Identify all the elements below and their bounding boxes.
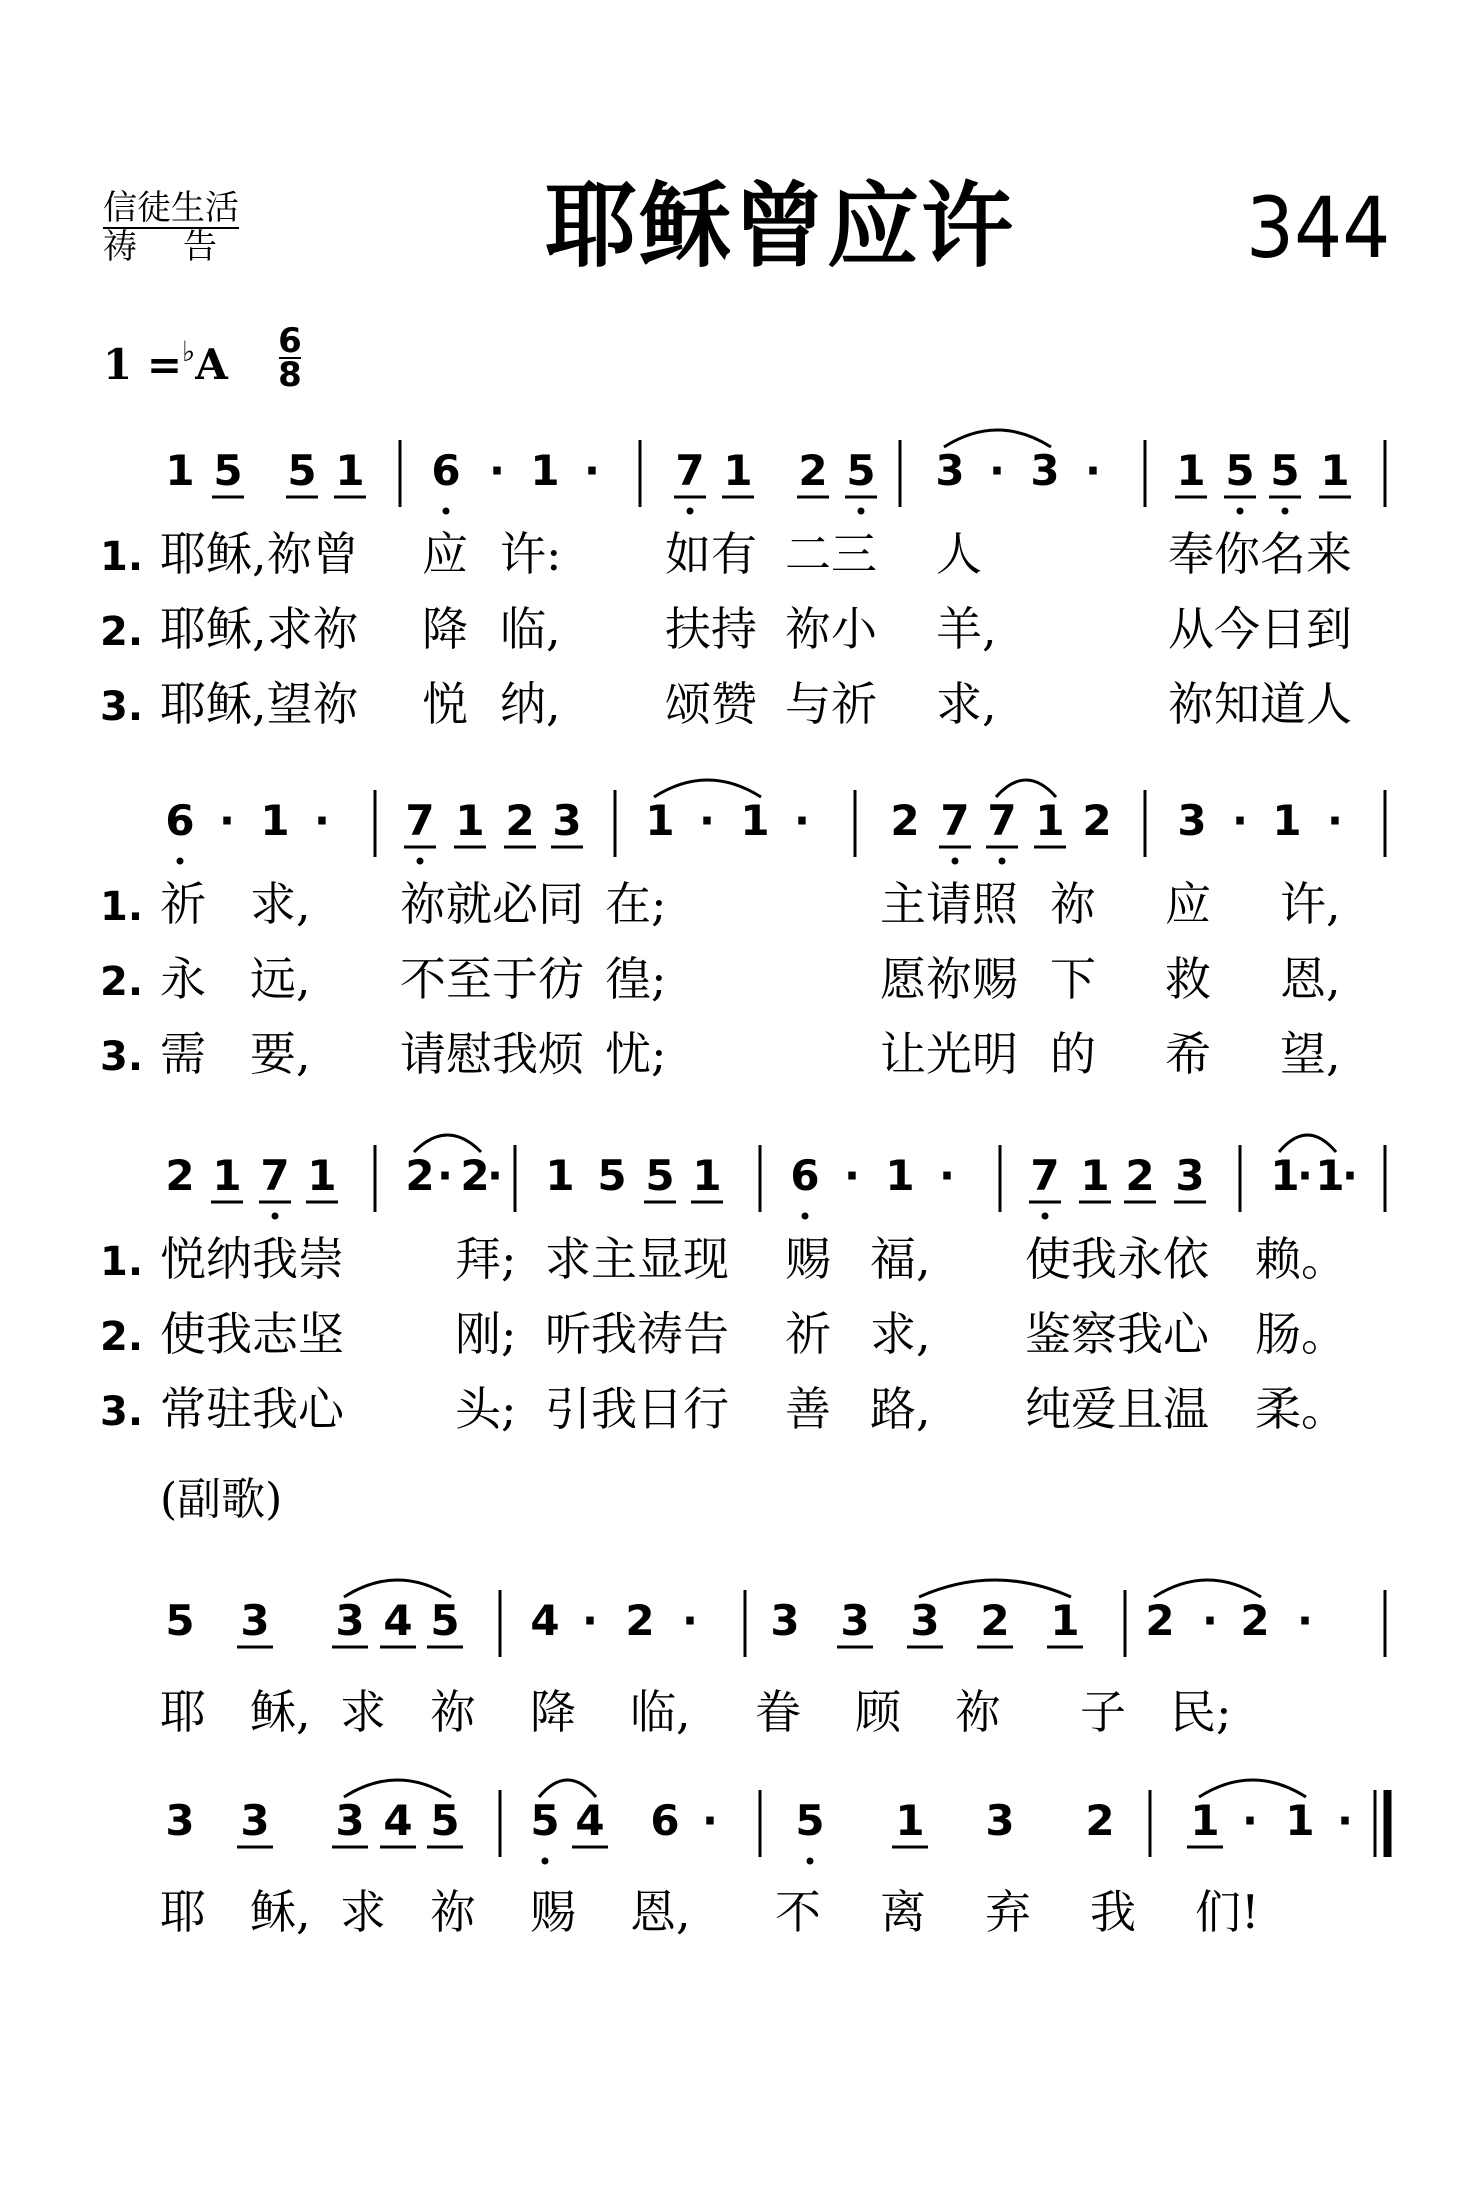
note: 5 [597, 1151, 627, 1200]
lyric: 在; [605, 877, 667, 931]
note: · [584, 446, 600, 495]
note: 3 [335, 1596, 365, 1645]
note: 1 [1270, 1151, 1300, 1200]
lyric: 肠。 [1255, 1307, 1347, 1361]
note: 2 [1145, 1596, 1175, 1645]
note: · [1337, 1796, 1353, 1845]
note: 2 [890, 796, 920, 845]
note: 1 [545, 1151, 575, 1200]
lyric: 求 [340, 1685, 386, 1739]
note: 1 [1080, 1151, 1110, 1200]
note: 6 [431, 446, 461, 495]
note: 5 [213, 446, 243, 495]
note: 3 [840, 1596, 870, 1645]
lyric: 救 [1165, 952, 1211, 1006]
slur [654, 780, 761, 797]
lyric: 悦纳我崇 [160, 1232, 344, 1286]
note: 7 [940, 796, 970, 845]
lyric: 的 [1050, 1027, 1096, 1081]
lyric: 望, [1280, 1027, 1341, 1081]
lyric: 主请照 [880, 877, 1018, 931]
lyric: 头; [455, 1382, 517, 1436]
note: 5 [287, 446, 317, 495]
hymn-title: 耶稣曾应许 [545, 172, 1016, 280]
lyric: 让光明 [880, 1027, 1018, 1081]
lyric: 应 [422, 527, 468, 581]
lyric: 临, [630, 1685, 691, 1739]
lyric: 降 [422, 602, 468, 656]
lyric: 从今日到 [1168, 602, 1352, 656]
note: 5 [165, 1596, 195, 1645]
lyric: 悦 [422, 677, 468, 731]
lyric: 下 [1050, 952, 1096, 1006]
lyric: 许: [500, 527, 562, 581]
lyric: 祢小 [785, 602, 877, 656]
note: · [699, 796, 715, 845]
octave-dot [1237, 508, 1244, 515]
lyric: 祢知道人 [1168, 677, 1352, 731]
note: 1 [1285, 1796, 1315, 1845]
octave-dot [807, 1858, 814, 1865]
note: 4 [575, 1796, 605, 1845]
note: 3 [910, 1596, 940, 1645]
note: 1 [1320, 446, 1350, 495]
note: 1 [1050, 1596, 1080, 1645]
lyric: 请慰我烦 [400, 1027, 584, 1081]
lyric: 纯爱且温 [1025, 1382, 1209, 1436]
verse-number: 3. [100, 1389, 144, 1435]
lyric: 柔。 [1255, 1382, 1347, 1436]
octave-dot [687, 508, 694, 515]
octave-dot [802, 1213, 809, 1220]
slur [919, 1580, 1071, 1597]
note: 1 [307, 1151, 337, 1200]
lyric: 耶稣,望祢 [160, 677, 359, 731]
lyric: 纳, [500, 677, 561, 731]
slur [344, 1780, 451, 1797]
note: 2 [405, 1151, 435, 1200]
note: · [1242, 1796, 1258, 1845]
lyric: 耶 [160, 1685, 206, 1739]
note: 2 [505, 796, 535, 845]
lyric: 祢 [955, 1685, 1001, 1739]
lyric: 临, [500, 602, 561, 656]
verse-number: 1. [100, 884, 144, 930]
lyric: 不 [775, 1885, 821, 1939]
note: · [582, 1596, 598, 1645]
lyric: 稣, [250, 1685, 311, 1739]
lyric: 如有 [665, 527, 757, 581]
note: 3 [335, 1796, 365, 1845]
lyric: 求主显现 [545, 1232, 729, 1286]
note: 3 [240, 1796, 270, 1845]
note: 4 [383, 1596, 413, 1645]
verse-number: 2. [100, 1314, 144, 1360]
note: 1 [645, 796, 675, 845]
octave-dot [1282, 508, 1289, 515]
lyric: 常驻我心 [160, 1382, 344, 1436]
note: · [682, 1596, 698, 1645]
lyric: 扶持 [665, 602, 757, 656]
note: 7 [675, 446, 705, 495]
hymn-number: 344 [1246, 179, 1391, 277]
note: 1 [335, 446, 365, 495]
note: · [1327, 796, 1343, 845]
note: 5 [1225, 446, 1255, 495]
lyric: 祢 [430, 1885, 476, 1939]
note: · [1297, 1596, 1313, 1645]
lyric: 祢就必同 [400, 877, 584, 931]
note: 7 [1030, 1151, 1060, 1200]
slur [944, 430, 1051, 447]
verse-number: 3. [100, 1034, 144, 1080]
note: 3 [165, 1796, 195, 1845]
slur [1154, 1580, 1261, 1597]
octave-dot [542, 1858, 549, 1865]
category-line-2: 祷告 [103, 227, 263, 267]
lyric: 民; [1170, 1685, 1232, 1739]
lyric: 远, [250, 952, 311, 1006]
category-line-1: 信徒生活 [103, 188, 239, 228]
note: 4 [530, 1596, 560, 1645]
note: 1 [1176, 446, 1206, 495]
note: 2 [165, 1151, 195, 1200]
lyric: 顾 [855, 1685, 901, 1739]
flat-sign: ♭ [182, 335, 196, 368]
note: 5 [846, 446, 876, 495]
lyric: 使我志坚 [160, 1307, 344, 1361]
octave-dot [417, 858, 424, 865]
octave-dot [952, 858, 959, 865]
lyric: 与祈 [785, 677, 877, 731]
note: 1 [165, 446, 195, 495]
note: · [219, 796, 235, 845]
time-signature-top: 6 [278, 321, 302, 361]
key-name: A [195, 340, 228, 389]
lyric: 刚; [455, 1307, 517, 1361]
lyric: 善 [785, 1382, 831, 1436]
lyric: 求, [936, 677, 997, 731]
note: 6 [650, 1796, 680, 1845]
key-prefix: 1 = [103, 340, 183, 389]
lyric: 弃 [985, 1885, 1031, 1939]
lyric: 祈 [785, 1307, 831, 1361]
note: · [794, 796, 810, 845]
note: 1 [1190, 1796, 1220, 1845]
lyric: 二三 [785, 527, 877, 581]
note: 1 [885, 1151, 915, 1200]
note: · [314, 796, 330, 845]
lyric: 求, [870, 1307, 931, 1361]
note: · [437, 1151, 453, 1200]
note: 5 [645, 1151, 675, 1200]
lyric: 眷 [755, 1685, 801, 1739]
lyric: 路, [870, 1382, 931, 1436]
note: 2 [798, 446, 828, 495]
lyric: 引我日行 [545, 1382, 729, 1436]
slur [344, 1580, 451, 1597]
lyric: 要, [250, 1027, 311, 1081]
note: · [1085, 446, 1101, 495]
lyric: 赐 [530, 1885, 576, 1939]
note: 3 [552, 796, 582, 845]
note: 7 [260, 1151, 290, 1200]
note: 2 [1240, 1596, 1270, 1645]
note: 1 [895, 1796, 925, 1845]
note: 2 [625, 1596, 655, 1645]
slur [414, 1135, 481, 1152]
note: · [1297, 1151, 1313, 1200]
verse-number: 1. [100, 1239, 144, 1285]
lyric: 希 [1165, 1027, 1211, 1081]
lyric: 恩, [630, 1885, 691, 1939]
note: 6 [165, 796, 195, 845]
note: 3 [1177, 796, 1207, 845]
note: 1 [1272, 796, 1302, 845]
slur [996, 780, 1056, 797]
note: · [489, 446, 505, 495]
note: 7 [987, 796, 1017, 845]
lyric: 赐 [785, 1232, 831, 1286]
lyric: 需 [160, 1027, 206, 1081]
lyric: 许, [1280, 877, 1341, 931]
note: 6 [790, 1151, 820, 1200]
note: 3 [985, 1796, 1015, 1845]
note: · [1232, 796, 1248, 845]
lyric: 耶 [160, 1885, 206, 1939]
lyric: 祢 [430, 1685, 476, 1739]
lyric: 愿祢赐 [880, 952, 1018, 1006]
lyric: 鉴察我心 [1025, 1307, 1209, 1361]
note: 1 [455, 796, 485, 845]
note: · [844, 1151, 860, 1200]
note: 3 [770, 1596, 800, 1645]
lyric: 拜; [455, 1232, 517, 1286]
lyric: 求 [340, 1885, 386, 1939]
slur [1199, 1780, 1306, 1797]
lyric: 不至于彷 [400, 952, 584, 1006]
note: 2 [980, 1596, 1010, 1645]
lyric: 忧; [605, 1027, 667, 1081]
lyric: 永 [160, 952, 206, 1006]
note: 5 [430, 1796, 460, 1845]
note: 5 [430, 1596, 460, 1645]
octave-dot [272, 1213, 279, 1220]
lyric: 耶稣,求祢 [160, 602, 359, 656]
note: 3 [935, 446, 965, 495]
note: 2 [1085, 1796, 1115, 1845]
note: 1 [1035, 796, 1065, 845]
lyric: 羊, [936, 602, 997, 656]
octave-dot [1042, 1213, 1049, 1220]
lyric: 奉你名来 [1168, 527, 1352, 581]
lyric: 听我祷告 [545, 1307, 729, 1361]
lyric: 祢 [1050, 877, 1096, 931]
lyric: 使我永依 [1025, 1232, 1209, 1286]
lyric: 降 [530, 1685, 576, 1739]
lyric: 赖。 [1255, 1232, 1347, 1286]
note: · [1202, 1596, 1218, 1645]
octave-dot [858, 508, 865, 515]
verse-number: 3. [100, 684, 144, 730]
note: · [702, 1796, 718, 1845]
verse-number: 2. [100, 959, 144, 1005]
lyric: 离 [880, 1885, 926, 1939]
note: 3 [1030, 446, 1060, 495]
lyric: 稣, [250, 1885, 311, 1939]
note: 1 [212, 1151, 242, 1200]
lyric: 们! [1195, 1885, 1260, 1939]
note: 2 [1125, 1151, 1155, 1200]
note: 7 [405, 796, 435, 845]
octave-dot [999, 858, 1006, 865]
note: 5 [795, 1796, 825, 1845]
lyric: 子 [1080, 1685, 1126, 1739]
slur [539, 1780, 596, 1797]
lyric: 耶稣,祢曾 [160, 527, 359, 581]
chorus-label: (副歌) [160, 1474, 283, 1525]
note: 1 [692, 1151, 722, 1200]
lyric: 恩, [1280, 952, 1341, 1006]
note: 4 [383, 1796, 413, 1845]
lyric: 应 [1165, 877, 1211, 931]
note: 1 [723, 446, 753, 495]
note: · [989, 446, 1005, 495]
lyric: 徨; [605, 952, 667, 1006]
time-signature-bottom: 8 [278, 355, 302, 395]
note: · [1342, 1151, 1358, 1200]
lyric: 人 [936, 527, 982, 581]
note: 1 [530, 446, 560, 495]
note: 1 [260, 796, 290, 845]
lyric: 求, [250, 877, 311, 931]
lyric: 我 [1090, 1885, 1136, 1939]
octave-dot [177, 858, 184, 865]
note: · [487, 1151, 503, 1200]
note: 3 [240, 1596, 270, 1645]
note: 1 [740, 796, 770, 845]
note: 1 [1315, 1151, 1345, 1200]
verse-number: 1. [100, 534, 144, 580]
lyric: 福, [870, 1232, 931, 1286]
verse-number: 2. [100, 609, 144, 655]
note: 3 [1175, 1151, 1205, 1200]
lyric: 颂赞 [665, 677, 757, 731]
slur [1279, 1135, 1336, 1152]
note: 2 [1082, 796, 1112, 845]
note: · [939, 1151, 955, 1200]
note: 5 [1270, 446, 1300, 495]
octave-dot [443, 508, 450, 515]
note: 5 [530, 1796, 560, 1845]
lyric: 祈 [160, 877, 206, 931]
note: 2 [460, 1151, 490, 1200]
